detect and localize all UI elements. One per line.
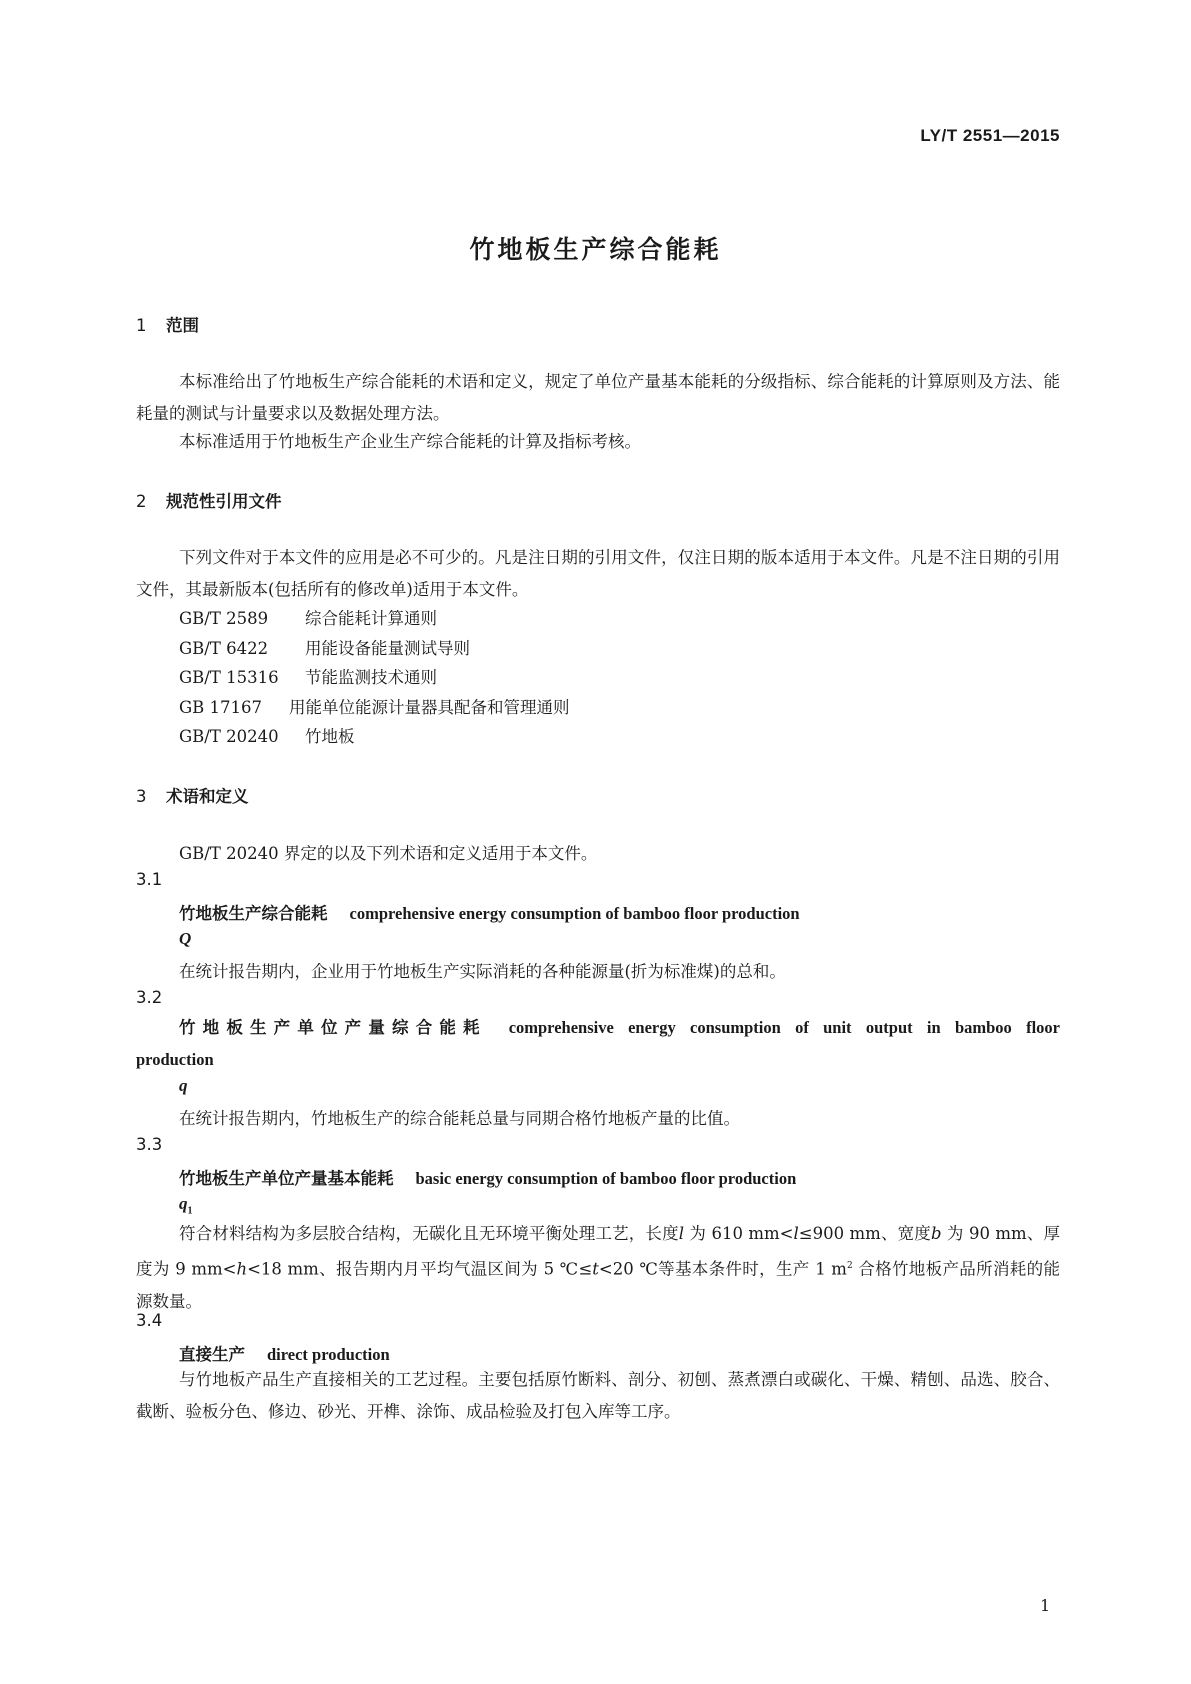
clause-number-3-1: 3.1 xyxy=(136,870,163,889)
standard-code: LY/T 2551—2015 xyxy=(920,126,1060,145)
term-3-1 xyxy=(179,900,800,924)
term-english: comprehensive energy consumption of unit output in bamboo floor production xyxy=(136,1018,1061,1069)
term-chinese: 竹地板生产单位产量基本能耗 xyxy=(179,1169,394,1188)
symbol-subscript: 1 xyxy=(187,1205,193,1217)
var-width: b xyxy=(930,1224,942,1243)
clause-number-3-2: 3.2 xyxy=(136,988,163,1007)
section-number: 2 xyxy=(136,492,147,511)
def-text: 符合材料结构为多层胶合结构，无碳化且无环境平衡处理工艺，长度 xyxy=(179,1224,679,1243)
term-definition: 在统计报告期内，企业用于竹地板生产实际消耗的各种能源量(折为标准煤)的总和。 xyxy=(179,962,786,981)
reference-title: 竹地板 xyxy=(305,727,355,746)
section-number: 1 xyxy=(136,316,147,335)
def-text: <18 mm、报告期内月平均气温区间为 5 ℃≤ xyxy=(247,1259,593,1279)
def-text: <20 ℃等基本条件时，生产 1 m xyxy=(598,1259,847,1279)
reference-title: 节能监测技术通则 xyxy=(305,668,437,687)
section-2-paragraph: 下列文件对于本文件的应用是必不可少的。凡是注日期的引用文件，仅注日期的版本适用于本文件。凡是不注日期的引用文件，其最新版本(包括所有的修改单)适用于本文件。 xyxy=(136,548,1060,599)
term-english: direct production xyxy=(267,1345,390,1364)
superscript: 2 xyxy=(846,1261,853,1271)
section-number: 3 xyxy=(136,787,147,806)
clause-number-3-4: 3.4 xyxy=(136,1311,163,1330)
def-text: ≤900 mm、宽度 xyxy=(798,1224,931,1243)
section-3-heading xyxy=(136,783,249,807)
term-english: comprehensive energy consumption of bamboo floor production xyxy=(349,904,800,923)
reference-code: GB/T 2589 xyxy=(179,609,269,628)
term-chinese: 竹地板生产综合能耗 xyxy=(179,904,328,923)
term-symbol: q xyxy=(179,1076,188,1095)
symbol-main: q xyxy=(179,1194,188,1213)
section-1-paragraph-2: 本标准适用于竹地板生产企业生产综合能耗的计算及指标考核。 xyxy=(179,432,641,451)
reference-title: 用能设备能量测试导则 xyxy=(305,639,470,658)
section-title: 范围 xyxy=(166,316,199,335)
def-text: 合格竹地板产品所消耗的能源数量。 xyxy=(136,1259,1060,1311)
term-english: basic energy consumption of bamboo floor production xyxy=(415,1169,797,1188)
term-3-3 xyxy=(179,1165,796,1189)
var-length: l xyxy=(678,1224,685,1243)
var-temperature: t xyxy=(592,1259,599,1279)
document-title: 竹地板生产综合能耗 xyxy=(469,235,722,264)
term-symbol: Q xyxy=(179,929,192,948)
reference-code: GB/T 6422 xyxy=(179,639,269,658)
reference-item xyxy=(179,723,355,747)
var-length: l xyxy=(793,1224,799,1243)
reference-title: 用能单位能源计量器具配备和管理通则 xyxy=(289,698,570,717)
var-thickness: h xyxy=(236,1259,248,1279)
term-3-2 xyxy=(136,1012,1060,1076)
section-title: 术语和定义 xyxy=(166,787,249,806)
section-title: 规范性引用文件 xyxy=(166,492,282,511)
reference-code: GB/T 15316 xyxy=(179,668,279,687)
def-text: 为 90 mm、厚度为 9 mm< xyxy=(136,1224,1060,1279)
term-definition: 与竹地板产品生产直接相关的工艺过程。主要包括原竹断料、剖分、初刨、蒸煮漂白或碳化、干燥、精刨、品选、胶合、截断、验板分色、修边、砂光、开榫、涂饰、成品检验及打包入库等工序。 xyxy=(136,1370,1060,1421)
reference-code: GB 17167 xyxy=(179,698,263,717)
reference-item xyxy=(179,664,437,688)
term-chinese: 直接生产 xyxy=(179,1345,245,1364)
clause-number-3-3: 3.3 xyxy=(136,1135,163,1154)
section-3-intro: GB/T 20240 界定的以及下列术语和定义适用于本文件。 xyxy=(179,844,598,863)
term-3-4 xyxy=(179,1341,390,1365)
reference-item xyxy=(179,694,570,718)
reference-item xyxy=(179,635,470,659)
term-symbol xyxy=(179,1194,193,1216)
term-definition xyxy=(136,1218,1060,1318)
reference-title: 综合能耗计算通则 xyxy=(305,609,437,628)
section-1-heading xyxy=(136,312,199,336)
section-2-heading xyxy=(136,488,282,512)
term-definition: 在统计报告期内，竹地板生产的综合能耗总量与同期合格竹地板产量的比值。 xyxy=(179,1109,740,1128)
section-1-paragraph-1: 本标准给出了竹地板生产综合能耗的术语和定义，规定了单位产量基本能耗的分级指标、综合能耗的计算原则及方法、能耗量的测试与计量要求以及数据处理方法。 xyxy=(136,372,1060,423)
term-chinese: 竹地板生产单位产量综合能耗 xyxy=(179,1018,487,1037)
page-number: 1 xyxy=(1040,1596,1051,1615)
reference-code: GB/T 20240 xyxy=(179,727,279,746)
reference-item xyxy=(179,605,437,629)
def-text: 为 610 mm< xyxy=(684,1224,794,1243)
